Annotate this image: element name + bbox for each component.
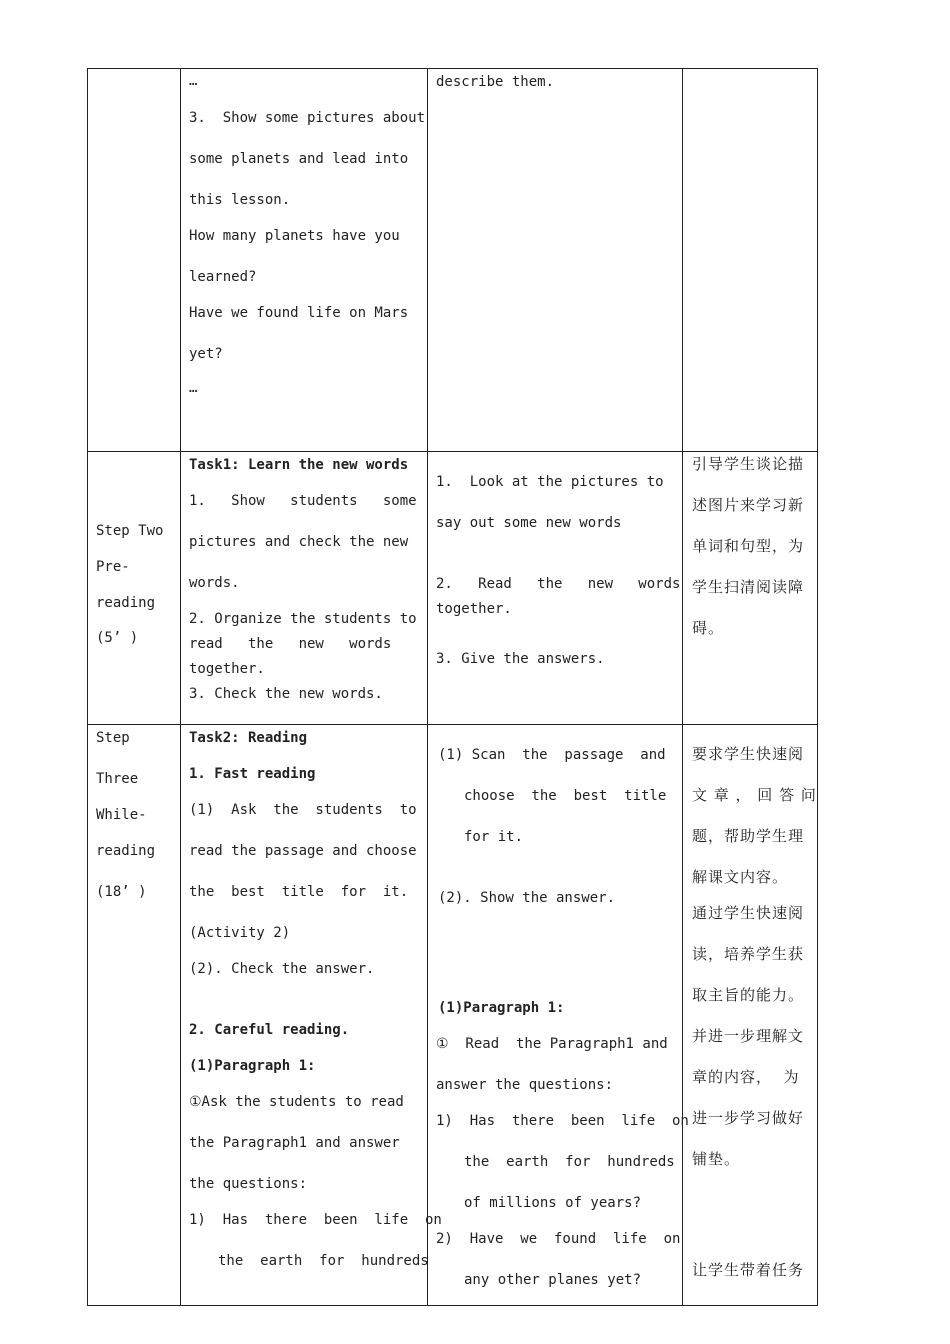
- row3-teacher-line: (2). Check the answer.: [189, 961, 375, 977]
- row2-teacher-line: pictures and check the new: [189, 534, 409, 550]
- row2-purpose-line: 学生扫清阅读障: [692, 578, 805, 596]
- row2-step-line: Step Two: [96, 523, 164, 539]
- row1-teacher-line: …: [189, 73, 198, 89]
- row2-student-line: say out some new words: [436, 515, 622, 531]
- row2-student-line: 2. Read the new words: [436, 576, 681, 592]
- row3-teacher-line: 1) Has there been life on: [189, 1212, 442, 1228]
- row3-purpose-line: 读，培养学生获: [692, 945, 805, 963]
- row3-step-line: Three: [96, 771, 139, 787]
- row3-teacher-line: the best title for it.: [189, 884, 409, 900]
- row3-task-title: Task2: Reading: [189, 730, 308, 746]
- row3-section-title: (1)Paragraph 1:: [189, 1058, 316, 1074]
- row3-student-line: (1) Scan the passage and: [438, 747, 666, 763]
- row3-student-line: of millions of years?: [464, 1195, 642, 1211]
- row3-student-section-title: (1)Paragraph 1:: [438, 1000, 565, 1016]
- row3-teacher-line: the questions:: [189, 1176, 308, 1192]
- row3-student-line: 2) Have we found life on: [436, 1231, 681, 1247]
- row1-teacher-line: this lesson.: [189, 192, 291, 208]
- row2-purpose-line: 碍。: [692, 619, 725, 637]
- row3-section-title: 2. Careful reading.: [189, 1022, 350, 1038]
- row3-teacher-line: the Paragraph1 and answer: [189, 1135, 400, 1151]
- row2-purpose-line: 述图片来学习新: [692, 496, 805, 514]
- row3-section-title: 1. Fast reading: [189, 766, 316, 782]
- row1-student-line: describe them.: [436, 74, 555, 90]
- row3-student-line: any other planes yet?: [464, 1272, 642, 1288]
- row3-student-line: for it.: [464, 829, 524, 845]
- row3-student-line: (2). Show the answer.: [438, 890, 616, 906]
- row3-teacher-line: read the passage and choose: [189, 843, 417, 859]
- row1-teacher-line: some planets and lead into: [189, 151, 409, 167]
- row3-purpose-line: 并进一步理解文: [692, 1027, 805, 1045]
- row2-teacher-line: read the new words: [189, 636, 392, 652]
- column-divider: [427, 69, 428, 1305]
- row3-step-line: (18’ ): [96, 884, 147, 900]
- row3-student-line: the earth for hundreds: [464, 1154, 675, 1170]
- row3-purpose-line: 文 章 ， 回 答 问: [692, 786, 817, 804]
- row3-purpose-line: 要求学生快速阅: [692, 745, 805, 763]
- row2-student-line: 1. Look at the pictures to: [436, 474, 664, 490]
- row2-teacher-line: 2. Organize the students to: [189, 611, 417, 627]
- row1-teacher-line: …: [189, 380, 198, 396]
- row2-purpose-line: 单词和句型，为: [692, 537, 805, 555]
- row1-teacher-line: How many planets have you: [189, 228, 400, 244]
- row2-task-title: Task1: Learn the new words: [189, 457, 409, 473]
- row3-teacher-line: (1) Ask the students to: [189, 802, 417, 818]
- row3-step-line: While-: [96, 807, 147, 823]
- row3-purpose-line: 铺垫。: [692, 1150, 741, 1168]
- row3-purpose-line: 解课文内容。: [692, 868, 789, 886]
- row2-teacher-line: together.: [189, 661, 265, 677]
- row3-step-line: reading: [96, 843, 156, 859]
- row3-teacher-line: (Activity 2): [189, 925, 291, 941]
- row1-teacher-line: yet?: [189, 346, 223, 362]
- row3-student-line: ① Read the Paragraph1 and: [436, 1036, 668, 1052]
- row-divider: [88, 451, 817, 452]
- row1-teacher-line: Have we found life on Mars: [189, 305, 409, 321]
- row3-step-line: Step: [96, 730, 130, 746]
- row1-teacher-line: 3. Show some pictures about: [189, 110, 426, 126]
- row3-teacher-line: the earth for hundreds: [218, 1253, 429, 1269]
- lesson-plan-table: [87, 68, 818, 1306]
- row2-step-line: reading: [96, 595, 156, 611]
- row2-purpose-line: 引导学生谈论描: [692, 455, 805, 473]
- row3-teacher-line: ①Ask the students to read: [189, 1094, 404, 1110]
- row3-purpose-line: 让学生带着任务: [692, 1261, 805, 1279]
- row2-teacher-line: 1. Show students some: [189, 493, 417, 509]
- row1-teacher-line: learned?: [189, 269, 257, 285]
- row2-step-line: Pre-: [96, 559, 130, 575]
- row3-purpose-line: 进一步学习做好: [692, 1109, 805, 1127]
- column-divider: [180, 69, 181, 1305]
- row3-student-line: choose the best title: [464, 788, 667, 804]
- row-divider: [88, 724, 817, 725]
- row2-step-line: (5’ ): [96, 630, 139, 646]
- row3-purpose-line: 取主旨的能力。: [692, 986, 805, 1004]
- row3-student-line: answer the questions:: [436, 1077, 614, 1093]
- row3-student-line: 1) Has there been life on: [436, 1113, 689, 1129]
- row3-purpose-line: 通过学生快速阅: [692, 904, 805, 922]
- row3-purpose-line: 题，帮助学生理: [692, 827, 805, 845]
- row2-teacher-line: 3. Check the new words.: [189, 686, 383, 702]
- row2-teacher-line: words.: [189, 575, 240, 591]
- row3-purpose-line: 章的内容， 为: [692, 1068, 800, 1086]
- row2-student-line: together.: [436, 601, 512, 617]
- row2-student-line: 3. Give the answers.: [436, 651, 605, 667]
